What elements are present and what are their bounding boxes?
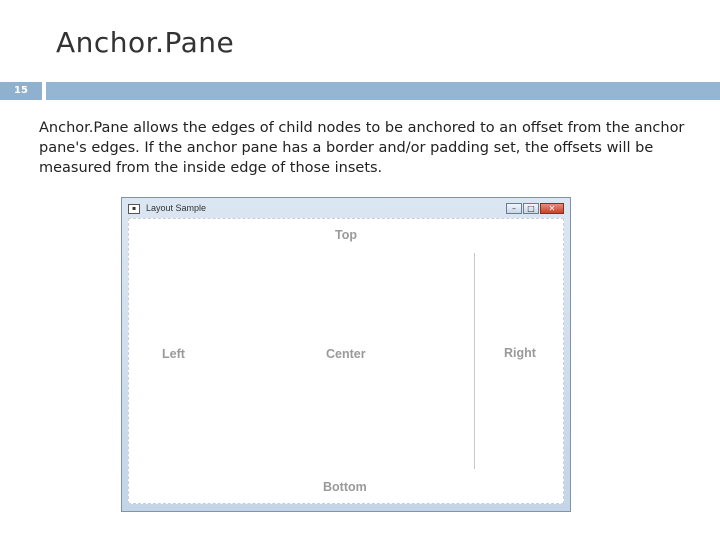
minimize-button[interactable]: –	[506, 203, 522, 214]
right-label: Right	[504, 346, 536, 360]
left-label: Left	[162, 347, 185, 361]
vertical-separator	[474, 253, 475, 469]
window-controls	[506, 203, 564, 214]
close-button[interactable]: ✕	[540, 203, 564, 214]
center-label: Center	[326, 347, 366, 361]
slide-title: Anchor.Pane	[56, 26, 235, 59]
top-label: Top	[335, 228, 357, 242]
slide-number: 15	[0, 82, 42, 100]
slide-body-text: Anchor.Pane allows the edges of child nodes to be anchored to an offset from the anchor pane's edges. If the anchor pane has a border and/or padding set, the offsets will be measured from the inside edge of those insets.	[39, 120, 685, 176]
anchor-pane	[128, 218, 564, 504]
accent-bar	[46, 82, 720, 100]
maximize-button[interactable]: □	[523, 203, 539, 214]
window-app-icon: ▪	[128, 204, 140, 214]
bottom-label: Bottom	[323, 480, 367, 494]
window-title: Layout Sample	[146, 203, 207, 213]
layout-sample-window	[121, 197, 571, 512]
